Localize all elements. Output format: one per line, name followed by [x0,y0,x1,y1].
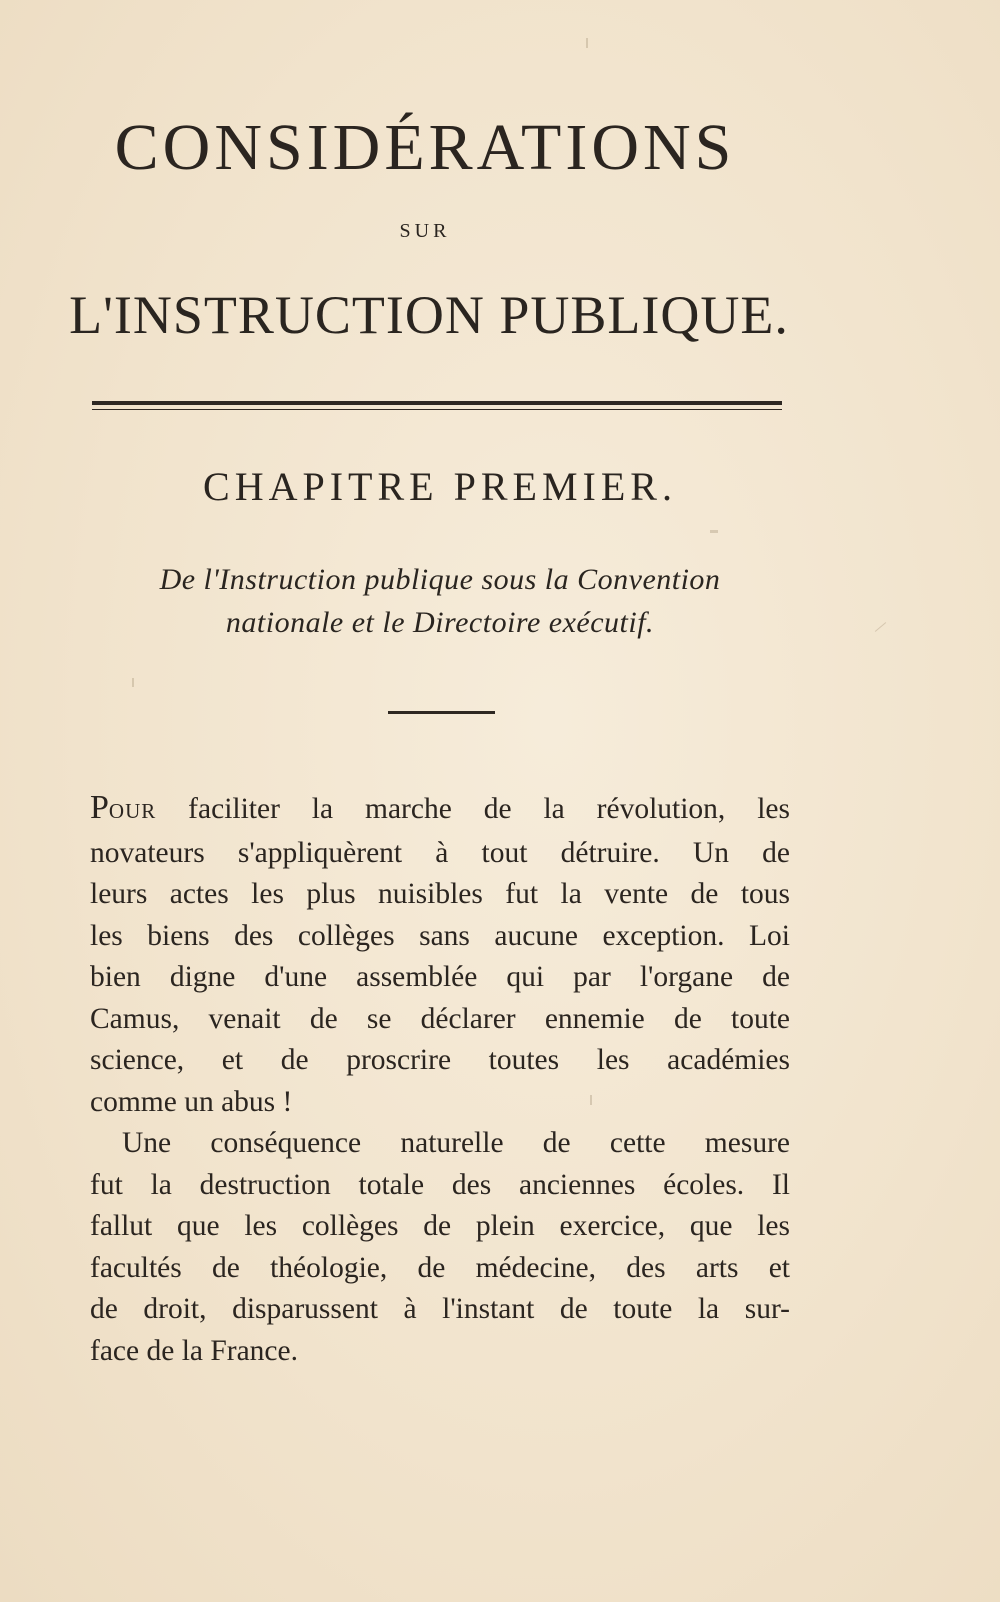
body-line-text: faciliter la marche de la révolution, les [156,793,790,825]
body-paragraphs [90,787,790,1372]
body-line: facultés de théologie, de médecine, des arts et [90,1251,790,1284]
chapter-heading: CHAPITRE PREMIER. [203,464,677,509]
body-line: Une conséquence naturelle de cette mesure [122,1127,790,1159]
paper-speck [586,38,588,48]
body-line: bien digne d'une assemblée qui par l'organe de [90,961,790,993]
body-line: les biens des collèges sans aucune exception. Loi [90,919,790,952]
paper-speck [875,622,886,632]
drop-initial: P [90,789,109,826]
initial-smallcaps: OUR [108,799,157,823]
body-line [90,787,790,833]
body-line: novateurs s'appliquèrent à tout détruire. Un de [90,836,790,869]
body-line: de droit, disparussent à l'instant de toute la sur- [90,1293,790,1325]
body-line: Camus, venait de se déclarer ennemie de toute [90,1002,790,1035]
chapter-subtitle [80,558,800,644]
paper-speck [132,678,134,687]
body-line: science, et de proscrire toutes les académies [90,1044,790,1076]
chapter-subtitle-line-2: nationale et le Directoire exécutif. [225,606,655,639]
double-rule-divider [92,401,782,410]
short-rule-divider [388,711,495,714]
chapter-subtitle-line-1: De l'Instruction publique sous la Convention [159,563,721,596]
title-connector: SUR [399,220,451,242]
title-main: CONSIDÉRATIONS [114,111,736,184]
body-line: face de la France. [90,1334,298,1367]
body-line: fut la destruction totale des anciennes écoles. Il [90,1168,790,1201]
body-line: leurs actes les plus nuisibles fut la vente de tous [90,878,790,910]
paper-speck [590,1095,592,1105]
title-subject: L'INSTRUCTION PUBLIQUE. [69,285,789,345]
paper-speck [710,530,718,533]
body-line: fallut que les collèges de plein exercice, que les [90,1210,790,1242]
body-line: comme un abus ! [90,1085,293,1118]
